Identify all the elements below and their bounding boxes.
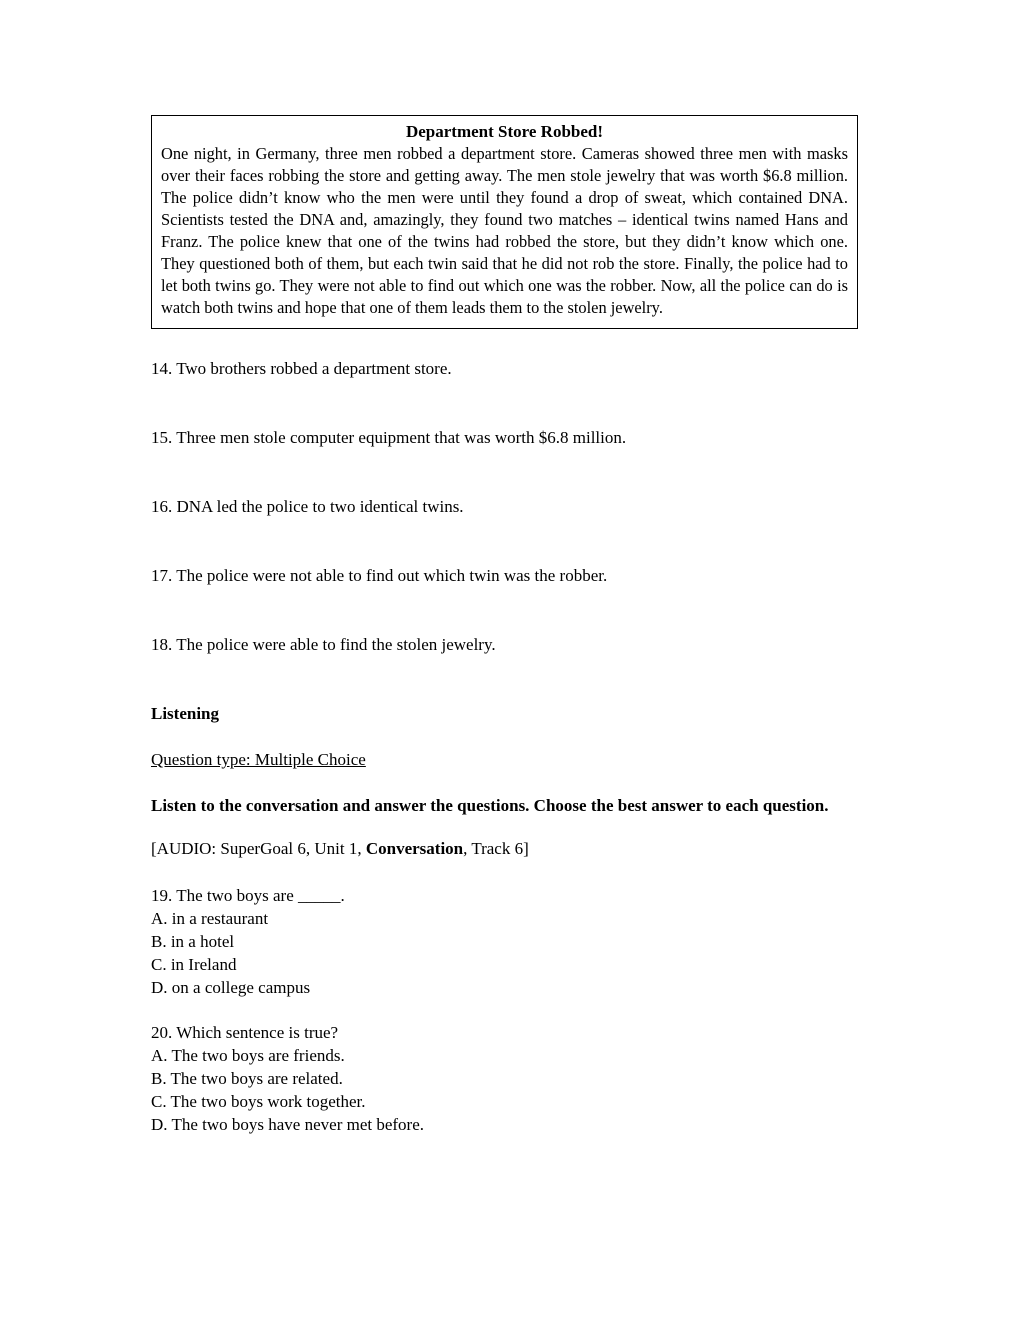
mc-question-20: [151, 1021, 869, 1136]
passage-body: One night, in Germany, three men robbed a department store. Cameras showed three men with masks over their faces robbing the store and getting away. The men stole jewelry that was worth $6.8 million. The police didn’t know who the men were until they found a drop of sweat, which contained DNA. Scientists tested the DNA and, amazingly, they found two matches – identical twins named Hans and Franz. The police knew that one of the twins had robbed the store, but they didn’t know which one. They questioned both of them, but each twin said that he did not rob the store. Finally, the police had to let both twins go. They were not able to find out which one was the robber. Now, all the police can do is watch both twins and hope that one of them leads them to the stolen jewelry.: [161, 144, 848, 317]
tf-question-15: 15. Three men stole computer equipment that was worth $6.8 million.: [151, 428, 627, 447]
mc-question-20-option-b: B. The two boys are related.: [151, 1069, 343, 1088]
mc-question-19-option-d: D. on a college campus: [151, 978, 311, 997]
mc-question-20-option-c: C. The two boys work together.: [151, 1092, 366, 1111]
audio-reference-line: [151, 837, 869, 860]
mc-question-19-option-a: A. in a restaurant: [151, 909, 269, 928]
mc-question-20-option-a: A. The two boys are friends.: [151, 1046, 345, 1065]
tf-question-18: 18. The police were able to find the stolen jewelry.: [151, 635, 496, 654]
mc-question-19-stem: 19. The two boys are _____.: [151, 886, 345, 905]
question-type-label: Question type: Multiple Choice: [151, 750, 366, 769]
mc-question-20-stem: 20. Which sentence is true?: [151, 1023, 339, 1042]
tf-question-14: 14. Two brothers robbed a department store.: [151, 359, 452, 378]
mc-question-19-option-c: C. in Ireland: [151, 955, 237, 974]
mc-question-19: [151, 884, 869, 999]
audio-reference-prefix: [AUDIO: SuperGoal 6, Unit 1,: [151, 839, 366, 858]
listening-instructions: Listen to the conversation and answer the questions. Choose the best answer to each question.: [151, 796, 829, 815]
passage-title: Department Store Robbed!: [405, 122, 604, 141]
tf-question-16: 16. DNA led the police to two identical twins.: [151, 497, 464, 516]
listening-section-heading: Listening: [151, 704, 220, 723]
tf-question-17: 17. The police were not able to find out which twin was the robber.: [151, 566, 608, 585]
audio-reference-suffix: , Track 6]: [463, 839, 529, 858]
mc-question-20-option-d: D. The two boys have never met before.: [151, 1115, 425, 1134]
audio-reference-title: Conversation: [365, 839, 464, 858]
reading-passage-box: [151, 115, 858, 329]
mc-question-19-option-b: B. in a hotel: [151, 932, 235, 951]
